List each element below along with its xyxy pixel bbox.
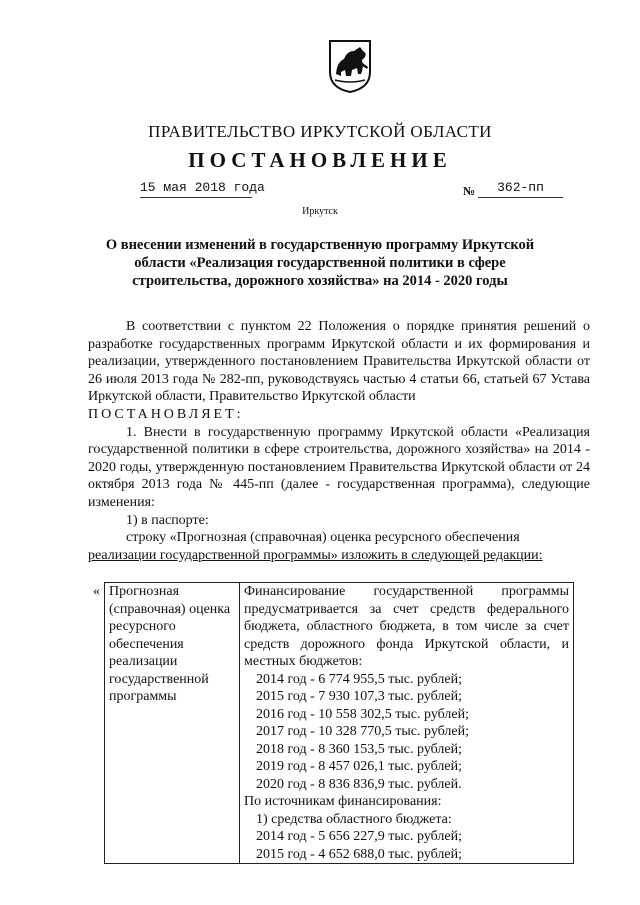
- regional-budget-heading: 1) средства областного бюджета:: [256, 811, 452, 827]
- decree-number: 362-пп: [478, 180, 563, 198]
- year-amount: 2020 год - 8 836 836,9 тыс. рублей.: [256, 776, 462, 792]
- year-amount: 2019 год - 8 457 026,1 тыс. рублей;: [256, 759, 463, 774]
- sources-heading: По источникам финансирования:: [244, 794, 442, 809]
- year-amount: 2014 год - 6 774 955,5 тыс. рублей;: [256, 671, 463, 687]
- sub-item-1: 1) в паспорте:: [126, 512, 209, 528]
- amendment-line-a: строку «Прогнозная (справочная) оценка ресурсного обеспечения: [126, 530, 520, 546]
- regional-year-amount: 2014 год - 5 656 227,9 тыс. рублей;: [256, 829, 463, 844]
- document-body: [88, 318, 590, 564]
- year-amount: 2017 год - 10 328 770,5 тыс. рублей;: [256, 724, 470, 739]
- table-row: [105, 583, 574, 864]
- year-amount: 2016 год - 10 558 302,5 тыс. рублей;: [256, 706, 470, 722]
- decree-date: 15 мая 2018 года: [140, 180, 252, 198]
- passport-table: [104, 582, 574, 864]
- regional-year-amount: 2015 год - 4 652 688,0 тыс. рублей;: [256, 846, 463, 862]
- number-label: №: [463, 184, 476, 198]
- item-1-paragraph: 1. Внести в государственную программу Иркутской области «Реализация государственной политики в сфере строительства, дорожного хозяйства» на 2014 - 2020 годы, утвержденную постановлением Правительства Иркутской области от 24 октября 2013 года № 445-пп (далее - государственная программа), следующие изменения:: [88, 424, 590, 510]
- year-amount: 2018 год - 8 360 153,5 тыс. рублей;: [256, 741, 463, 757]
- document-type: ПОСТАНОВЛЕНИЕ: [188, 148, 452, 172]
- preamble-paragraph: В соответствии с пунктом 22 Положения о порядке принятия решений о разработке государственных программ Иркутской области и их формирования и реализации, утвержденного постановлением Правительства Иркутской области от 26 июля 2013 года № 282-пп, руководствуясь частью 4 статьи 66, статьей 67 Устава Иркутской области, Правительство Иркутской области: [88, 319, 590, 405]
- government-name: ПРАВИТЕЛЬСТВО ИРКУТСКОЙ ОБЛАСТИ: [148, 122, 492, 141]
- document-title: О внесении изменений в государственную программу Иркутской области «Реализация государственной политики в сфере строительства, дорожного хозяйства» на 2014 - 2020 годы: [105, 237, 535, 289]
- amendment-line-b: реализации государственной программы» изложить в следующей редакции:: [88, 547, 543, 563]
- table-right-cell: [240, 583, 574, 864]
- irkutsk-coat-of-arms-icon: [327, 38, 373, 94]
- year-amount: 2015 год - 7 930 107,3 тыс. рублей;: [256, 689, 463, 704]
- city: Иркутск: [302, 206, 338, 217]
- table-left-cell: Прогнозная (справочная) оценка ресурсного обеспечения реализации государственной программы: [105, 583, 240, 864]
- financing-intro: Финансирование государственной программы предусматривается за счет средств федерального бюджета, областного бюджета, в том числе за счет средств дорожного фонда Иркутской области, и местных бюджетов:: [244, 584, 569, 669]
- opening-quote: «: [93, 584, 100, 599]
- resolves-heading: ПОСТАНОВЛЯЕТ:: [88, 406, 244, 422]
